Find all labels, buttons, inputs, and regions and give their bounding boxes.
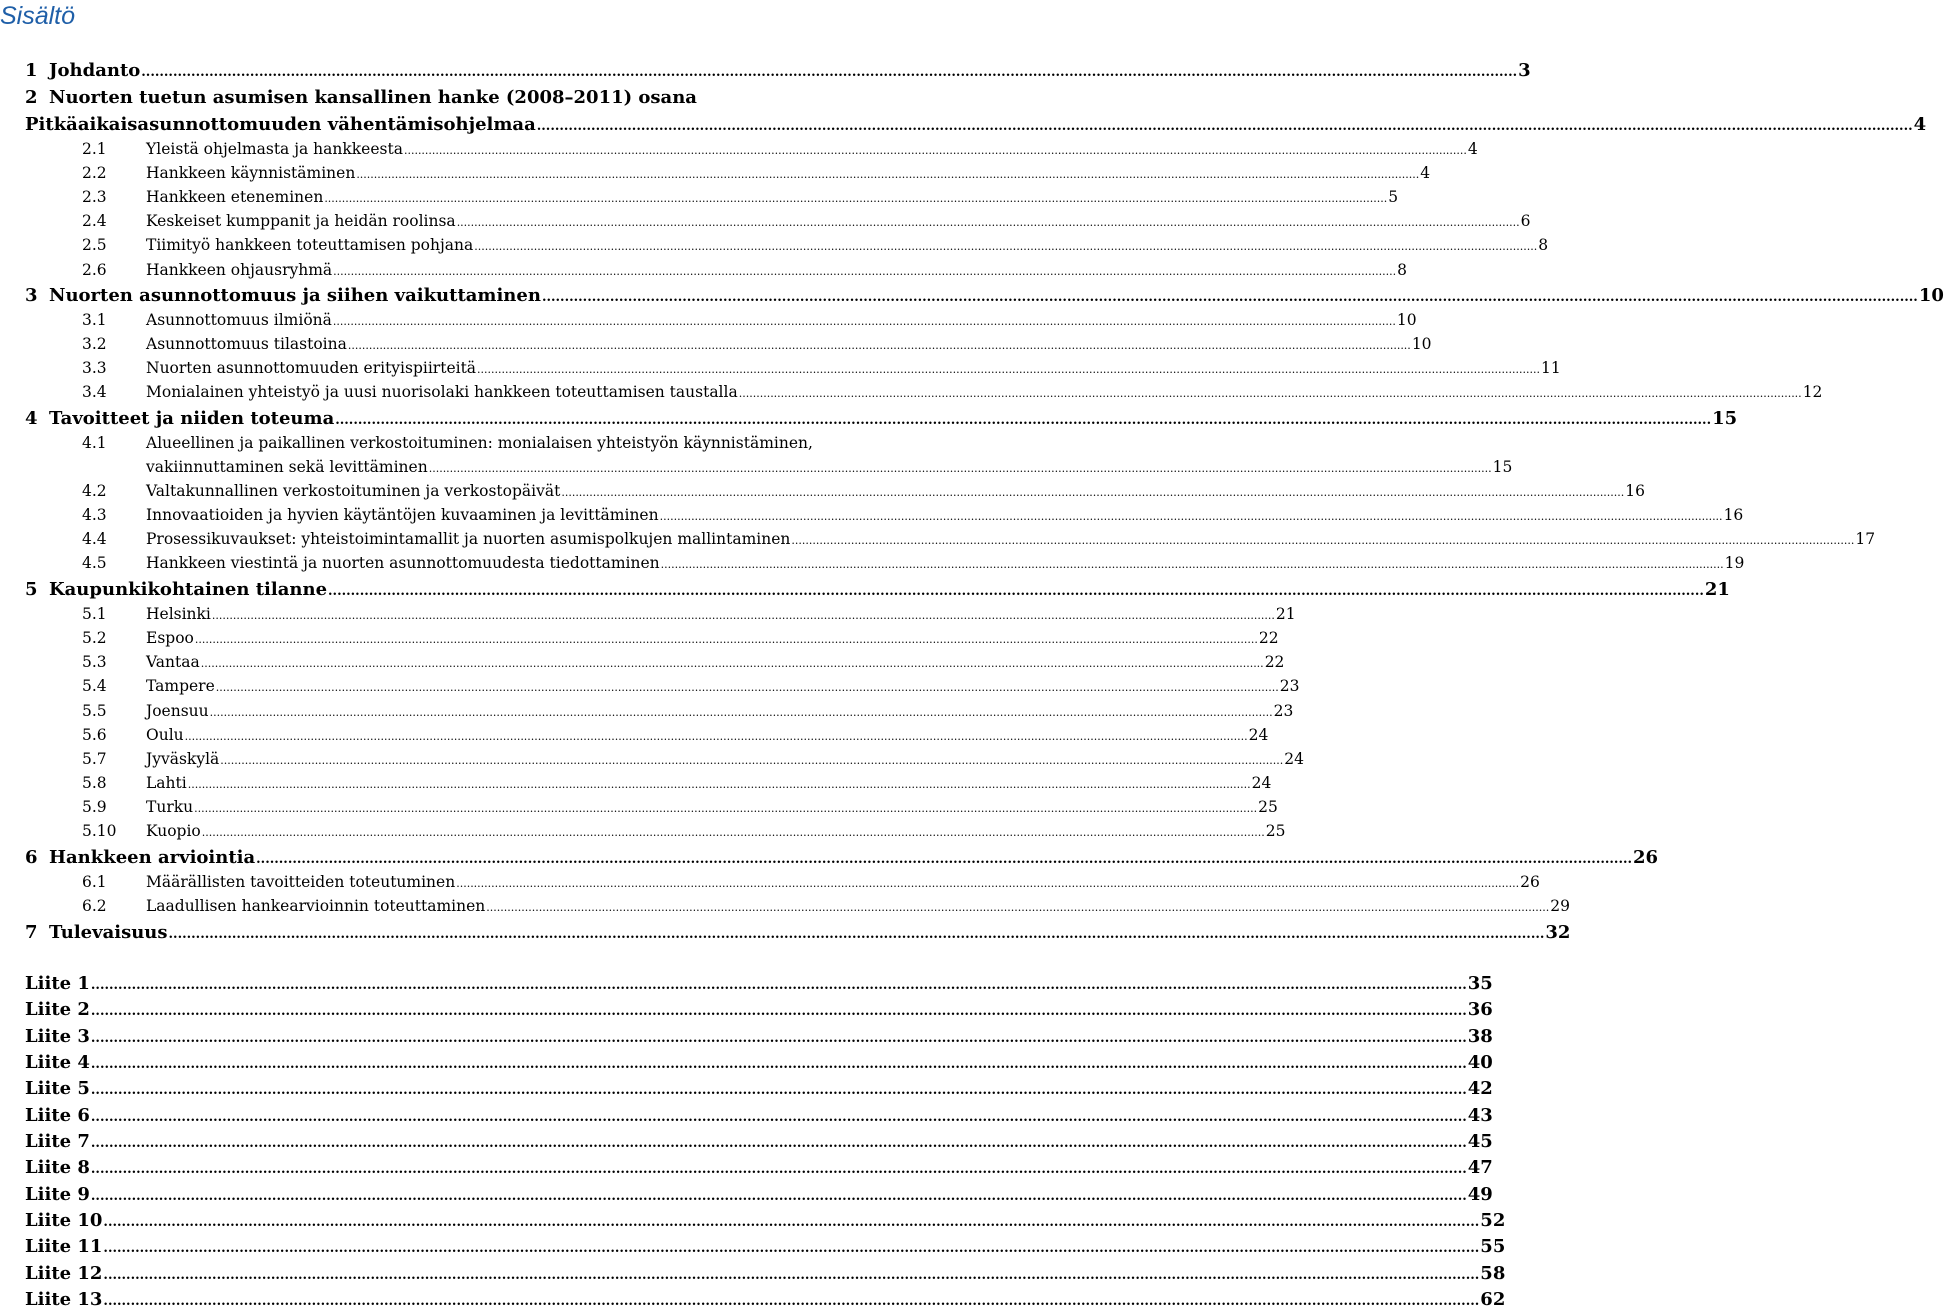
toc-entry-page: 4 [1913,114,1927,135]
toc-entry-text: Lahti [146,774,187,792]
toc-entry-text: Liite 2 [25,999,90,1020]
toc-entry-text: Innovaatioiden ja hyvien käytäntöjen kuvaaminen ja levittäminen [146,506,659,524]
toc-appendix[interactable] [25,999,1493,1020]
toc-entry-number: 3 [25,285,38,306]
toc-entry-page: 12 [1802,383,1823,401]
toc-entry-page: 49 [1467,1184,1493,1205]
toc-dot-leader [457,212,1520,230]
toc-entry-page: 6 [1520,212,1531,230]
toc-entry-number: 4 [25,408,38,429]
toc-entry-page: 29 [1550,897,1570,915]
toc-entry-text: Helsinki [146,605,211,623]
toc-entry-text: Pitkäaikaisasunnottomuuden vähentämisohjelmaa [25,114,536,135]
page-title: Sisältö [0,2,76,30]
toc-entry-page: 42 [1467,1078,1493,1099]
toc-entry-page: 21 [1704,579,1730,600]
toc-section[interactable] [82,335,1432,353]
toc-entry-number: 5.3 [82,653,107,671]
toc-entry-number: 6 [25,847,38,868]
toc-entry-text: Liite 9 [25,1184,90,1205]
toc-entry-text: Johdanto [49,60,141,81]
toc-section[interactable] [82,261,1408,279]
toc-entry-text: Nuorten asunnottomuuden erityispiirteitä [146,359,477,377]
toc-entry-page: 4 [1467,140,1478,158]
toc-entry-number: 7 [25,922,38,943]
toc-section[interactable] [82,140,1478,158]
toc-entry-text: Asunnottomuus tilastoina [146,335,347,353]
toc-dot-leader [477,359,1540,377]
toc-dot-leader [220,750,1283,768]
toc-dot-leader [356,164,1419,182]
toc-appendix[interactable] [25,1184,1493,1205]
toc-entry-page: 22 [1258,629,1279,647]
toc-chapter[interactable] [25,408,1738,429]
toc-entry-number: 3.1 [82,311,107,329]
toc-entry-page: 23 [1279,677,1300,695]
toc-entry-number: 5.6 [82,726,107,744]
toc-entry-page: 62 [1480,1289,1506,1310]
toc-dot-leader [429,458,1492,476]
toc-dot-leader [103,1210,1479,1231]
toc-dot-leader [335,408,1711,429]
toc-entry-page: 24 [1284,750,1304,768]
toc-entry-page: 16 [1723,506,1744,524]
toc-dot-leader [328,579,1704,600]
toc-entry-text: Liite 13 [25,1289,103,1310]
toc-entry-text: Keskeiset kumppanit ja heidän roolinsa [146,212,456,230]
toc-entry-text: Asunnottomuus ilmiönä [146,311,332,329]
toc-section[interactable] [82,434,956,452]
toc-entry-number: 6.2 [82,897,107,915]
toc-dot-leader [210,702,1273,720]
toc-section[interactable] [82,506,1744,524]
toc-entry-text: Liite 7 [25,1131,90,1152]
toc-dot-leader [333,311,1396,329]
toc-entry-text: Turku [146,798,194,816]
toc-entry-text: Liite 3 [25,1026,90,1047]
toc-section[interactable] [82,212,1531,230]
toc-dot-leader [188,774,1251,792]
toc-entry-text: Hankkeen ohjausryhmä [146,261,333,279]
toc-section[interactable] [82,653,1285,671]
toc-entry-text: Valtakunnallinen verkostoituminen ja verkostopäivät [146,482,561,500]
toc-entry-number: 5.2 [82,629,107,647]
toc-entry-text: Nuorten tuetun asumisen kansallinen hanke (2008–2011) osana [49,87,697,108]
toc-entry-page: 10 [1918,285,1944,306]
toc-dot-leader [739,383,1802,401]
toc-entry-text: vakiinnuttaminen sekä levittäminen [146,458,428,476]
toc-entry-page: 47 [1467,1157,1493,1178]
toc-section[interactable] [82,897,1570,915]
toc-dot-leader [201,653,1264,671]
toc-section[interactable] [82,236,1549,254]
toc-chapter[interactable] [25,579,1730,600]
toc-section[interactable] [82,798,1278,816]
toc-dot-leader [486,897,1549,915]
toc-dot-leader [91,999,1467,1020]
toc-entry-text: Kuopio [146,822,201,840]
toc-dot-leader [91,973,1467,994]
toc-entry-page: 45 [1467,1131,1493,1152]
toc-entry-text: Oulu [146,726,184,744]
toc-entry-text: Prosessikuvaukset: yhteistoimintamallit ja nuorten asumispolkujen mallintaminen [146,530,791,548]
toc-entry-text: Laadullisen hankearvioinnin toteuttaminen [146,897,486,915]
toc-entry-page: 21 [1275,605,1296,623]
toc-entry-page: 26 [1633,847,1659,868]
toc-dot-leader [169,922,1545,943]
toc-entry-page: 26 [1520,873,1540,891]
toc-entry-page: 19 [1724,554,1745,572]
toc-section[interactable] [82,554,1745,572]
toc-appendix[interactable] [25,1236,1506,1257]
toc-dot-leader [91,1052,1467,1073]
toc-chapter[interactable] [25,60,1531,81]
toc-entry-page: 15 [1712,408,1738,429]
toc-dot-leader [333,261,1396,279]
toc-section[interactable] [82,359,1561,377]
toc-entry-text: Hankkeen eteneminen [146,188,324,206]
toc-entry-page: 3 [1518,60,1531,81]
toc-entry-text: Alueellinen ja paikallinen verkostoituminen: monialaisen yhteistyön käynnistäminen, [146,434,813,452]
toc-entry-page: 4 [1420,164,1431,182]
toc-entry-number: 4.2 [82,482,107,500]
toc-dot-leader [103,1289,1479,1310]
toc-entry-page: 35 [1467,973,1493,994]
toc-dot-leader [202,822,1265,840]
toc-chapter[interactable] [25,285,1944,306]
toc-entry-number: 3.2 [82,335,107,353]
toc-entry-number: 5.7 [82,750,107,768]
toc-entry-page: 25 [1265,822,1286,840]
toc-entry-page: 22 [1264,653,1285,671]
toc-appendix[interactable] [25,1263,1506,1284]
toc-entry-text: Tampere [146,677,215,695]
toc-entry-text: Joensuu [146,702,209,720]
toc-dot-leader [141,60,1517,81]
toc-entry-text: Liite 10 [25,1210,103,1231]
toc-entry-number: 5.10 [82,822,117,840]
toc-entry-text: Tavoitteet ja niiden toteuma [49,408,335,429]
toc-dot-leader [103,1263,1479,1284]
toc-entry-text: Yleistä ohjelmasta ja hankkeesta [146,140,403,158]
toc-section[interactable] [82,822,1286,840]
toc-entry-text: Tiimityö hankkeen toteuttamisen pohjana [146,236,474,254]
toc-section[interactable] [82,188,1399,206]
toc-entry-text: Vantaa [146,653,200,671]
toc-section[interactable] [82,311,1417,329]
toc-entry-text: Hankkeen viestintä ja nuorten asunnottomuudesta tiedottaminen [146,554,660,572]
toc-dot-leader [474,236,1537,254]
toc-entry-page: 36 [1467,999,1493,1020]
toc-section[interactable] [82,677,1300,695]
toc-chapter[interactable] [25,87,956,108]
toc-entry-text: Liite 5 [25,1078,90,1099]
toc-entry-page: 8 [1538,236,1549,254]
toc-dot-leader [348,335,1411,353]
toc-entry-text: Liite 11 [25,1236,103,1257]
toc-dot-leader [185,726,1248,744]
toc-dot-leader [537,114,1913,135]
toc-appendix[interactable] [25,973,1493,994]
toc-entry-number: 6.1 [82,873,107,891]
toc-section[interactable] [82,750,1304,768]
toc-entry-number: 1 [25,60,38,81]
toc-entry-number: 5 [25,579,38,600]
toc-appendix[interactable] [25,1078,1493,1099]
toc-appendix[interactable] [25,1157,1493,1178]
toc-entry-text: Liite 4 [25,1052,90,1073]
toc-entry-text: Hankkeen arviointia [49,847,256,868]
toc-entry-page: 25 [1258,798,1278,816]
toc-dot-leader [456,873,1519,891]
toc-entry-text: Liite 6 [25,1105,90,1126]
toc-appendix[interactable] [25,1131,1493,1152]
toc-entry-page: 23 [1273,702,1294,720]
toc-entry-number: 5.5 [82,702,107,720]
toc-entry-page: 55 [1480,1236,1506,1257]
toc-entry-text: Liite 1 [25,973,90,994]
toc-dot-leader [91,1157,1467,1178]
toc-entry-page: 10 [1411,335,1432,353]
toc-dot-leader [91,1184,1467,1205]
toc-chapter[interactable] [25,114,1927,135]
toc-entry-page: 43 [1467,1105,1493,1126]
toc-dot-leader [91,1105,1467,1126]
toc-entry-page: 40 [1467,1052,1493,1073]
toc-entry-number: 3.3 [82,359,107,377]
toc-chapter[interactable] [25,847,1659,868]
toc-dot-leader [91,1131,1467,1152]
toc-dot-leader [660,506,1723,524]
toc-entry-page: 5 [1388,188,1399,206]
toc-dot-leader [216,677,1279,695]
toc-appendix[interactable] [25,1052,1493,1073]
toc-section[interactable] [82,774,1272,792]
toc-entry-number: 5.8 [82,774,107,792]
toc-dot-leader [194,798,1257,816]
toc-section[interactable] [82,605,1296,623]
toc-entry-number: 4.5 [82,554,107,572]
toc-dot-leader [661,554,1724,572]
toc-entry-page: 24 [1251,774,1272,792]
toc-entry-page: 16 [1625,482,1646,500]
toc-entry-number: 5.1 [82,605,107,623]
toc-dot-leader [404,140,1467,158]
toc-entry-page: 52 [1480,1210,1506,1231]
toc-entry-text: Hankkeen käynnistäminen [146,164,356,182]
toc-section[interactable] [82,482,1646,500]
toc-entry-page: 15 [1492,458,1513,476]
toc-entry-number: 2 [25,87,38,108]
toc-section[interactable] [82,164,1431,182]
toc-dot-leader [195,629,1258,647]
toc-entry-number: 5.4 [82,677,107,695]
toc-entry-page: 8 [1397,261,1408,279]
toc-entry-page: 17 [1855,530,1876,548]
toc-entry-text: Liite 12 [25,1263,103,1284]
toc-entry-number: 2.6 [82,261,107,279]
toc-entry-text: Nuorten asunnottomuus ja siihen vaikuttaminen [49,285,541,306]
toc-dot-leader [212,605,1275,623]
toc-entry-number: 2.4 [82,212,107,230]
toc-entry-continuation[interactable] [146,458,1513,476]
toc-entry-page: 38 [1467,1026,1493,1047]
toc-section[interactable] [82,873,1540,891]
toc-entry-number: 2.5 [82,236,107,254]
toc-section[interactable] [82,702,1294,720]
toc-dot-leader [542,285,1918,306]
toc-appendix[interactable] [25,1105,1493,1126]
toc-appendix[interactable] [25,1289,1506,1310]
toc-entry-number: 4.1 [82,434,107,452]
toc-entry-text: Liite 8 [25,1157,90,1178]
toc-dot-leader [561,482,1624,500]
toc-entry-number: 4.3 [82,506,107,524]
toc-dot-leader [324,188,1387,206]
toc-entry-text: Jyväskylä [146,750,220,768]
toc-entry-text: Määrällisten tavoitteiden toteutuminen [146,873,456,891]
toc-dot-leader [256,847,1632,868]
toc-dot-leader [103,1236,1479,1257]
toc-appendix[interactable] [25,1026,1493,1047]
toc-entry-page: 24 [1248,726,1269,744]
toc-entry-text: Kaupunkikohtainen tilanne [49,579,328,600]
toc-entry-number: 4.4 [82,530,107,548]
toc-entry-text: Tulevaisuus [49,922,168,943]
toc-section[interactable] [82,629,1279,647]
toc-dot-leader [791,530,1854,548]
toc-section[interactable] [82,383,1823,401]
toc-entry-number: 5.9 [82,798,107,816]
toc-chapter[interactable] [25,922,1571,943]
toc-entry-page: 58 [1480,1263,1506,1284]
toc-section[interactable] [82,726,1269,744]
toc-entry-page: 11 [1541,359,1561,377]
toc-entry-number: 2.2 [82,164,107,182]
toc-entry-page: 10 [1396,311,1417,329]
toc-entry-number: 3.4 [82,383,107,401]
toc-appendix[interactable] [25,1210,1506,1231]
toc-dot-leader [91,1078,1467,1099]
toc-entry-text: Espoo [146,629,194,647]
toc-section[interactable] [82,530,1876,548]
toc-entry-number: 2.3 [82,188,107,206]
toc-entry-number: 2.1 [82,140,107,158]
toc-entry-text: Monialainen yhteistyö ja uusi nuorisolaki hankkeen toteuttamisen taustalla [146,383,738,401]
toc-dot-leader [91,1026,1467,1047]
toc-entry-page: 32 [1545,922,1571,943]
